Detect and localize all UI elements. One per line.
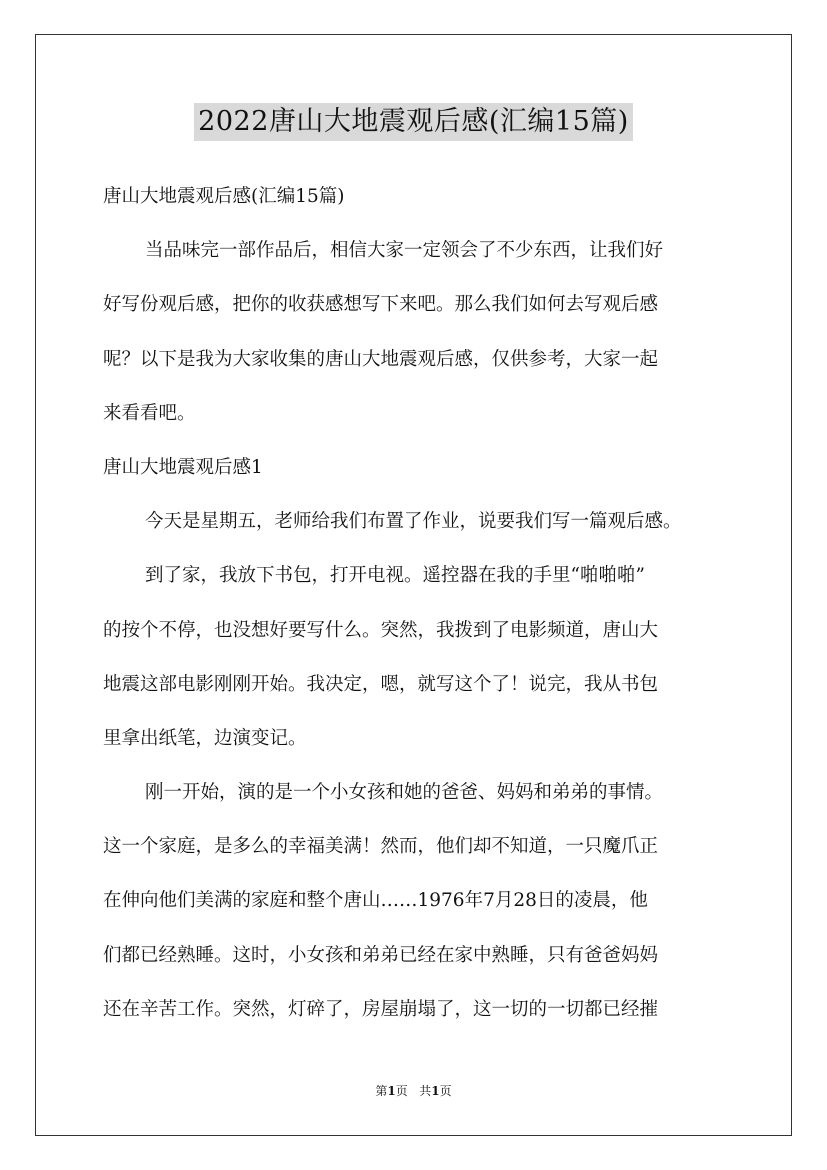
body-line: 唐山大地震观后感(汇编15篇) <box>103 186 345 207</box>
footer-page-total: 1 <box>431 1084 440 1098</box>
body-line: 的按个不停，也没想好要写什么。突然，我拨到了电影频道，唐山大 <box>103 619 659 641</box>
body-line: 今天是星期五，老师给我们布置了作业，说要我们写一篇观后感。 <box>145 511 682 533</box>
footer-page-current: 1 <box>387 1084 396 1098</box>
footer-page-suffix: 页 <box>395 1084 408 1098</box>
body-line: 唐山大地震观后感1 <box>103 456 263 478</box>
page-footer <box>0 1083 827 1099</box>
body-line: 还在辛苦工作。突然，灯碎了，房屋崩塌了，这一切的一切都已经摧 <box>103 998 659 1020</box>
document-title: 2022唐山大地震观后感(汇编15篇) <box>194 103 633 141</box>
body-line: 到了家，我放下书包，打开电视。遥控器在我的手里“啪啪啪” <box>145 565 645 587</box>
body-line: 好写份观后感，把你的收获感想写下来吧。那么我们如何去写观后感 <box>103 294 659 316</box>
footer-total-suffix: 页 <box>439 1084 452 1098</box>
body-line: 地震这部电影刚刚开始。我决定，嗯，就写这个了！说完，我从书包 <box>103 673 659 695</box>
body-line: 刚一开始，演的是一个小女孩和她的爸爸、妈妈和弟弟的事情。 <box>145 782 664 804</box>
body-line: 来看看吧。 <box>103 402 196 424</box>
footer-page-prefix: 第 <box>375 1084 388 1098</box>
body-line: 这一个家庭，是多么的幸福美满！然而，他们却不知道，一只魔爪正 <box>103 836 659 858</box>
body-line: 们都已经熟睡。这时，小女孩和弟弟已经在家中熟睡，只有爸爸妈妈 <box>103 944 659 966</box>
title-container <box>0 103 827 141</box>
body-line: 呢？以下是我为大家收集的唐山大地震观后感，仅供参考，大家一起 <box>103 348 659 370</box>
body-line: 当品味完一部作品后，相信大家一定领会了不少东西，让我们好 <box>145 240 664 262</box>
document-body <box>103 170 743 1037</box>
body-line: 里拿出纸笔，边演变记。 <box>103 727 307 749</box>
body-line: 在伸向他们美满的家庭和整个唐山……1976年7月28日的凌晨，他 <box>103 890 648 912</box>
footer-total-prefix: 共 <box>419 1084 432 1098</box>
